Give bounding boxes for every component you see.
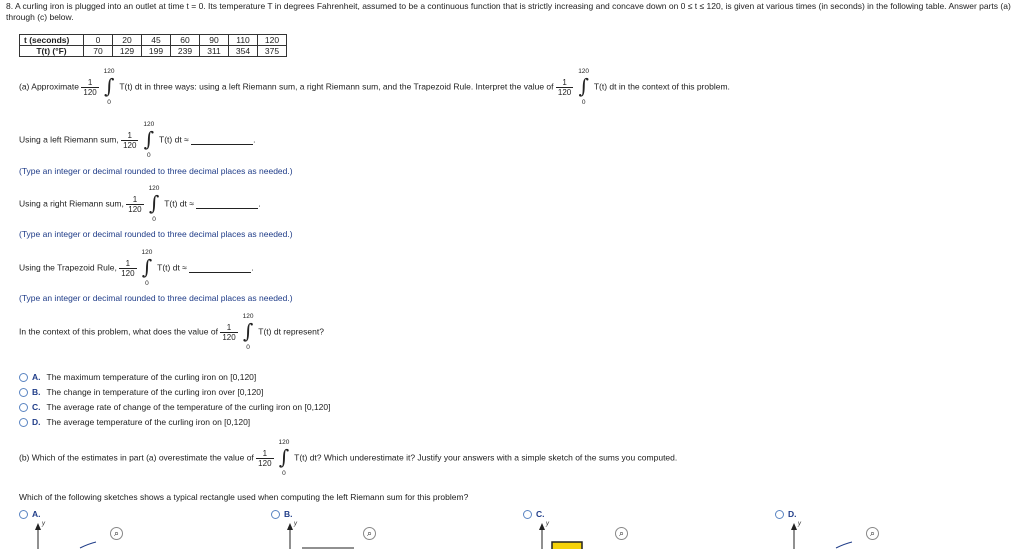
radio-button[interactable] [19,510,28,519]
fraction: $\frac{1}{120}$ [557,77,572,97]
axis-label: y [294,521,297,527]
radio-button[interactable] [271,510,280,519]
fraction: $\frac{1}{120}$ [83,77,97,97]
axis-label: y [42,521,45,527]
fraction: $\frac{1}{120}$ [128,194,142,214]
integral-sign: 120 ∫ 0 [242,313,254,351]
right-riemann-answer-input[interactable] [196,199,258,209]
zoom-icon[interactable]: ⌕ [615,527,628,540]
sketch-option-a[interactable]: A. [19,509,47,519]
fraction: $\frac{1}{120}$ [222,322,236,342]
right-riemann-row: Using a right Riemann sum, $\frac{1}{120}$ 120 ∫ 0 T(t) dt ≈ . [19,185,261,223]
interpret-question: In the context of this problem, what does the value of $\frac{1}{120}$ 120 ∫ 0 T(t) dt represent? [19,313,324,351]
left-riemann-answer-input[interactable] [191,135,253,145]
fraction: $\frac{1}{120}$ [121,258,135,278]
radio-button[interactable] [775,510,784,519]
integral-sign: 120 ∫ 0 [578,68,590,106]
zoom-icon[interactable]: ⌕ [110,527,123,540]
sketch-option-d[interactable]: D. [775,509,803,519]
radio-button[interactable] [19,403,28,412]
part-a-prompt: (a) Approximate $\frac{1}{120}$ 120 ∫ 0 T(t) dt in three ways: using a left Riemann sum, a right Riemann sum, and the Trapezoid Rule. Interpret the value of $\frac{1}{120}$ 120 ∫ 0 T(t) dt in the context of this problem. [19,68,730,106]
integral-sign: 120 ∫ 0 [103,68,115,106]
sketch-question: Which of the following sketches shows a typical rectangle used when computing the left Riemann sum for this problem? [19,492,469,502]
radio-button[interactable] [19,373,28,382]
part-b-prompt: (b) Which of the estimates in part (a) overestimate the value of $\frac{1}{120}$ 120 ∫ 0 T(t) dt? Which underestimate it? Justify your answers with a simple sketch of the sums you computed. [19,439,678,477]
table-row: t (seconds) 0 20 45 60 90 110 120 [20,35,287,46]
zoom-icon[interactable]: ⌕ [363,527,376,540]
rounding-hint: (Type an integer or decimal rounded to three decimal places as needed.) [19,293,293,303]
table-row: T(t) (°F) 70 129 199 239 311 354 375 [20,46,287,57]
integral-sign: 120 ∫ 0 [141,249,153,287]
left-riemann-row: Using a left Riemann sum, $\frac{1}{120}$ 120 ∫ 0 T(t) dt ≈ . [19,121,256,159]
option-c[interactable]: C. The average rate of change of the temperature of the curling iron on [0,120] [19,402,331,412]
rounding-hint: (Type an integer or decimal rounded to three decimal places as needed.) [19,229,293,239]
zoom-icon[interactable]: ⌕ [866,527,879,540]
problem-intro: 8. A curling iron is plugged into an outlet at time t = 0. Its temperature T in degrees Fahrenheit, assumed to be a continuous function that is strictly increasing and concave down on 0 ≤ t ≤ 120, is given at various times (in seconds) in the following table. Answer parts (a) through (c) below. [6,1,1011,22]
temperature-table [19,34,287,57]
radio-button[interactable] [523,510,532,519]
integral-sign: 120 ∫ 0 [143,121,155,159]
trapezoid-row: Using the Trapezoid Rule, $\frac{1}{120}$ 120 ∫ 0 T(t) dt ≈ . [19,249,254,287]
integral-sign: 120 ∫ 0 [278,439,290,477]
fraction: $\frac{1}{120}$ [258,448,272,468]
axis-label: y [798,521,801,527]
sketch-option-b[interactable]: B. [271,509,299,519]
radio-button[interactable] [19,388,28,397]
sketch-option-c[interactable]: C. [523,509,551,519]
option-b[interactable]: B. The change in temperature of the curling iron over [0,120] [19,387,263,397]
option-d[interactable]: D. The average temperature of the curling iron on [0,120] [19,417,250,427]
rounding-hint: (Type an integer or decimal rounded to three decimal places as needed.) [19,166,293,176]
trapezoid-answer-input[interactable] [189,263,251,273]
integral-sign: 120 ∫ 0 [148,185,160,223]
fraction: $\frac{1}{120}$ [123,130,137,150]
radio-button[interactable] [19,418,28,427]
axis-label: y [546,521,549,527]
option-a[interactable]: A. The maximum temperature of the curling iron on [0,120] [19,372,256,382]
